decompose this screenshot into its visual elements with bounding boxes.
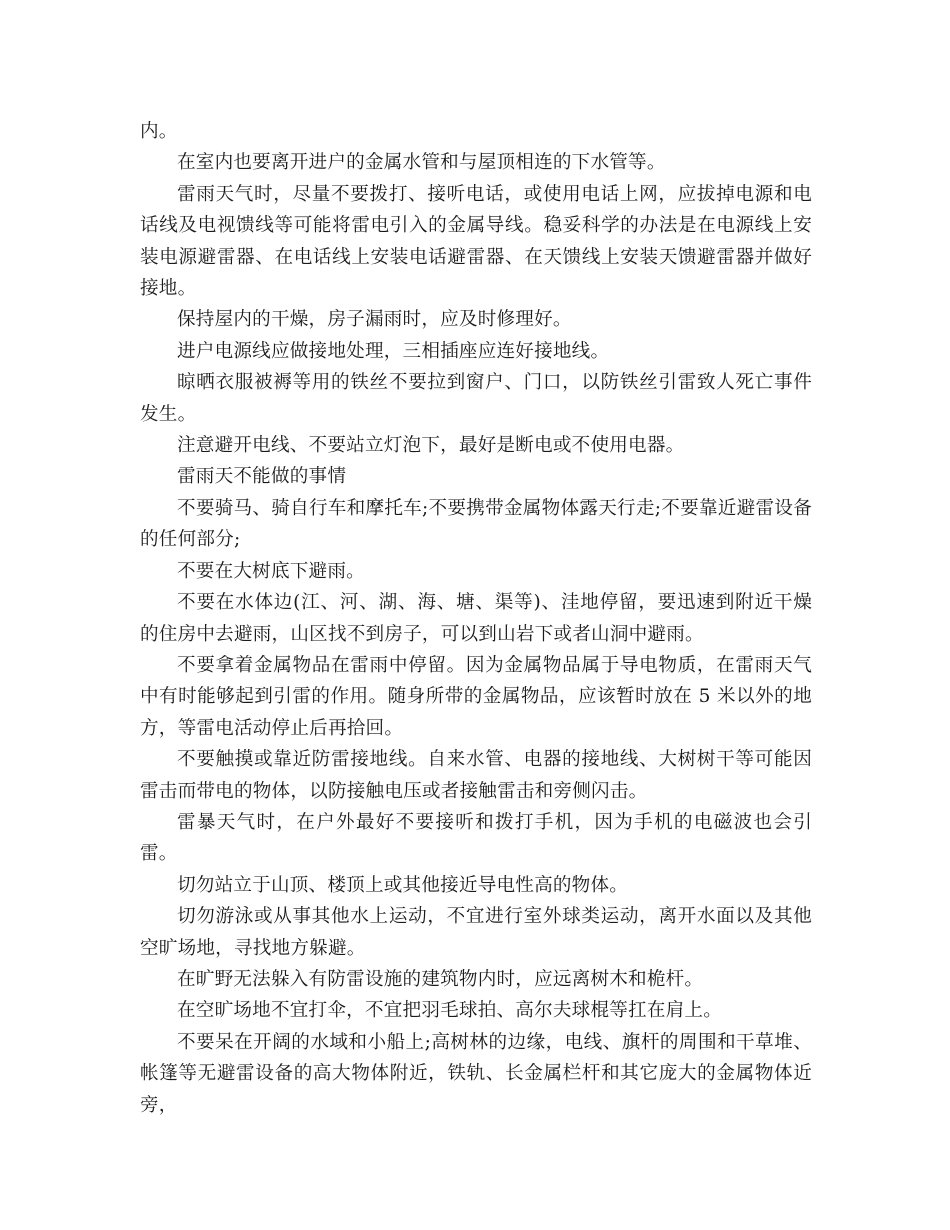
paragraph: 不要呆在开阔的水域和小船上;高树林的边缘，电线、旗杆的周围和干草堆、帐篷等无避雷设备的高大物体附近，铁轨、长金属栏杆和其它庞大的金属物体近旁， (140, 1031, 812, 1116)
paragraph: 切勿游泳或从事其他水上运动，不宜进行室外球类运动，离开水面以及其他空旷场地，寻找地方躲避。 (140, 906, 812, 959)
paragraph: 不要在大树底下避雨。 (177, 560, 365, 582)
paragraph: 切勿站立于山顶、楼顶上或其他接近导电性高的物体。 (177, 874, 629, 896)
paragraph: 在旷野无法躲入有防雷设施的建筑物内时，应远离树木和桅杆。 (177, 968, 704, 990)
paragraph: 不要触摸或靠近防雷接地线。自来水管、电器的接地线、大树树干等可能因雷击而带电的物体，以防接触电压或者接触雷击和旁侧闪击。 (140, 749, 812, 802)
paragraph: 在空旷场地不宜打伞，不宜把羽毛球拍、高尔夫球棍等扛在肩上。 (177, 1000, 723, 1022)
paragraph: 不要在水体边(江、河、湖、海、塘、渠等)、洼地停留，要迅速到附近干燥的住房中去避雨，山区找不到房子，可以到山岩下或者山洞中避雨。 (140, 592, 812, 645)
paragraph: 不要骑马、骑自行车和摩托车;不要携带金属物体露天行走;不要靠近避雷设备的任何部分; (140, 497, 812, 551)
paragraph: 雷暴天气时，在户外最好不要接听和拨打手机，因为手机的电磁波也会引雷。 (140, 811, 812, 865)
paragraph: 晾晒衣服被褥等用的铁丝不要拉到窗户、门口，以防铁丝引雷致人死亡事件发生。 (140, 372, 812, 425)
paragraph: 雷雨天气时，尽量不要拨打、接听电话，或使用电话上网，应拔掉电源和电话线及电视馈线等可能将雷电引入的金属导线。稳妥科学的办法是在电源线上安装电源避雷器、在电话线上安装电话避雷器、在天馈线上安装天馈避雷器并做好接地。 (140, 183, 812, 300)
section-heading: 雷雨天不能做的事情 (177, 466, 347, 488)
paragraph: 进户电源线应做接地处理，三相插座应连好接地线。 (177, 340, 610, 362)
paragraph: 在室内也要离开进户的金属水管和与屋顶相连的下水管等。 (177, 152, 666, 174)
paragraph-continuation: 内。 (140, 121, 178, 142)
paragraph: 保持屋内的干燥，房子漏雨时，应及时修理好。 (177, 309, 572, 331)
paragraph: 不要拿着金属物品在雷雨中停留。因为金属物品属于导电物质，在雷雨天气中有时能够起到引雷的作用。随身所带的金属物品，应该暂时放在 5 米以外的地方，等雷电活动停止后再拾回。 (140, 654, 812, 739)
paragraph: 注意避开电线、不要站立灯泡下，最好是断电或不使用电器。 (177, 435, 685, 457)
document-body (140, 116, 812, 1121)
